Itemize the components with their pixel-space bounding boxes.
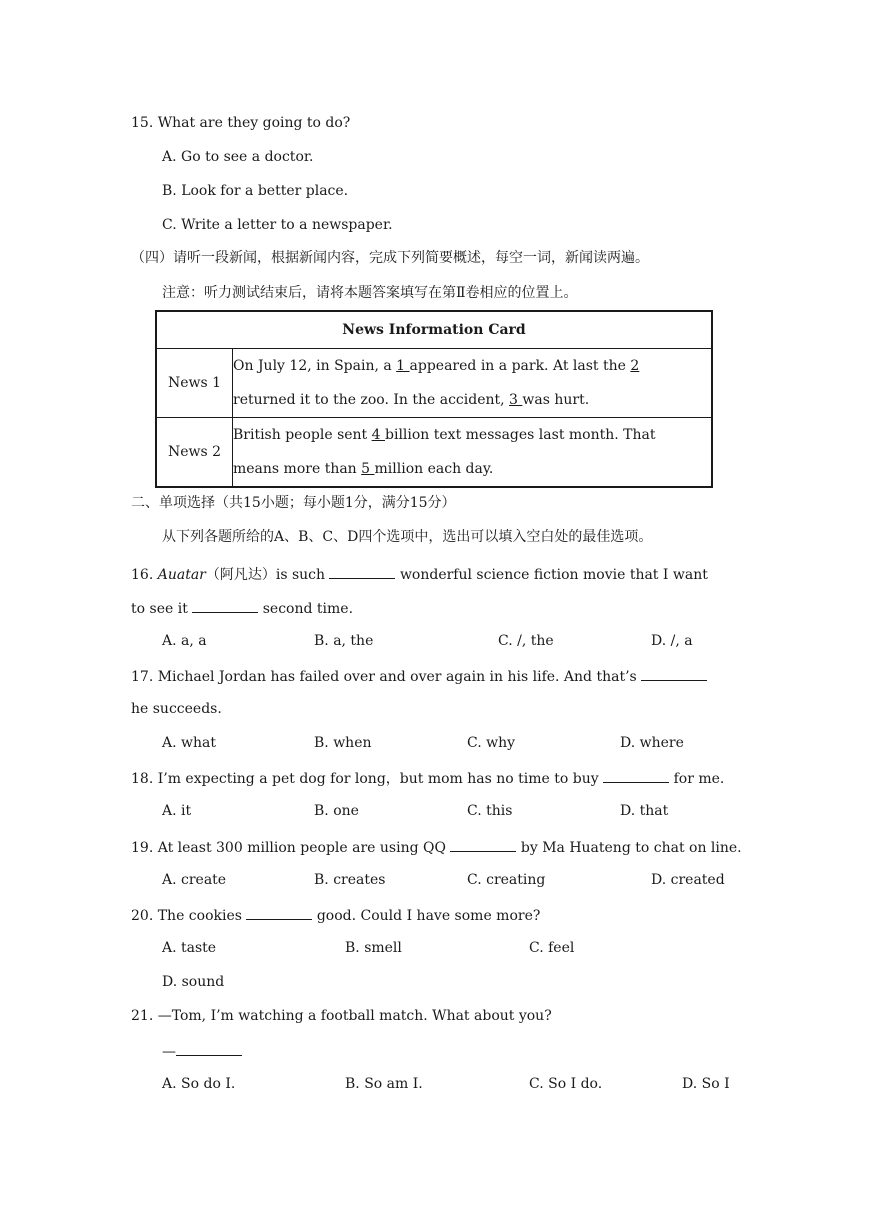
q16-line1: 16. Auatar（阿凡达）is such wonderful science fiction movie that I want: [131, 564, 708, 584]
q15-option-a: A. Go to see a doctor.: [162, 149, 314, 165]
q17-option-c: C. why: [467, 735, 516, 751]
q16-title: Auatar: [157, 567, 206, 583]
q16-blank-1: [329, 564, 395, 579]
q19-blank: [450, 837, 516, 852]
news2-label: News 2: [156, 418, 233, 488]
q16-option-d: D. /, a: [651, 633, 693, 649]
q15-option-b: B. Look for a better place.: [162, 183, 349, 199]
blank-3: 3: [509, 392, 523, 408]
q21-option-b: B. So am I.: [345, 1076, 423, 1092]
q19-option-d: D. created: [651, 872, 725, 888]
q20-blank: [246, 905, 312, 920]
q19-line: 19. At least 300 million people are using QQ by Ma Huateng to chat on line.: [131, 837, 742, 857]
q16-option-c: C. /, the: [498, 633, 554, 649]
q17-line2: he succeeds.: [131, 701, 222, 717]
q18-option-d: D. that: [620, 803, 669, 819]
q20-option-b: B. smell: [345, 940, 402, 956]
news1-body: [233, 349, 713, 418]
q21-option-d: D. So I: [682, 1076, 730, 1092]
news2-line1: British people sent 4 billion text messages last month. That: [233, 427, 656, 443]
q16-option-b: B. a, the: [314, 633, 374, 649]
q21-option-c: C. So I do.: [529, 1076, 603, 1092]
section4-note: 注意：听力测试结束后，请将本题答案填写在第Ⅱ卷相应的位置上。: [162, 285, 578, 301]
news1-line2: returned it to the zoo. In the accident, 3 was hurt.: [233, 392, 590, 408]
q17-option-a: A. what: [162, 735, 216, 751]
q18-option-b: B. one: [314, 803, 359, 819]
q17-option-b: B. when: [314, 735, 372, 751]
q20-option-a: A. taste: [162, 940, 217, 956]
q18-line: 18. I’m expecting a pet dog for long，but mom has no time to buy for me.: [131, 768, 724, 788]
q16-option-a: A. a, a: [162, 633, 207, 649]
q18-option-a: A. it: [162, 803, 192, 819]
news1-line1: On July 12, in Spain, a 1 appeared in a park. At last the 2: [233, 358, 640, 374]
q20-line: 20. The cookies good. Could I have some more?: [131, 905, 540, 925]
blank-1: 1: [396, 358, 410, 374]
q21-option-a: A. So do I.: [162, 1076, 236, 1092]
q21-blank: [176, 1041, 242, 1056]
q19-option-a: A. create: [162, 872, 227, 888]
section2-instruction: 从下列各题所给的A、B、C、D四个选项中，选出可以填入空白处的最佳选项。: [162, 529, 653, 545]
blank-5: 5: [361, 461, 375, 477]
q20-option-c: C. feel: [529, 940, 575, 956]
q17-option-d: D. where: [620, 735, 684, 751]
section2-title: 二、单项选择（共15小题；每小题1分，满分15分）: [131, 495, 456, 511]
q18-option-c: C. this: [467, 803, 513, 819]
q16-line2: to see it second time.: [131, 598, 353, 618]
q18-blank: [603, 768, 669, 783]
news1-label: News 1: [156, 349, 233, 418]
q21-line2: —: [162, 1041, 242, 1061]
section4-title: （四）请听一段新闻，根据新闻内容，完成下列简要概述，每空一词，新闻读两遍。: [131, 250, 649, 266]
news-information-card: [155, 310, 713, 488]
blank-2: 2: [630, 358, 640, 374]
q16-blank-2: [192, 598, 258, 613]
q15-stem: 15. What are they going to do?: [131, 115, 351, 131]
q15-option-c: C. Write a letter to a newspaper.: [162, 217, 393, 233]
q17-line1: 17. Michael Jordan has failed over and over again in his life. And that’s: [131, 666, 707, 686]
news2-body: [233, 418, 713, 488]
q21-line1: 21. —Tom, I’m watching a football match. What about you?: [131, 1008, 552, 1024]
card-title: News Information Card: [156, 311, 712, 349]
q20-option-d: D. sound: [162, 974, 225, 990]
q19-option-c: C. creating: [467, 872, 546, 888]
q17-blank: [641, 666, 707, 681]
news2-line2: means more than 5 million each day.: [233, 461, 494, 477]
q19-option-b: B. creates: [314, 872, 386, 888]
blank-4: 4: [371, 427, 385, 443]
